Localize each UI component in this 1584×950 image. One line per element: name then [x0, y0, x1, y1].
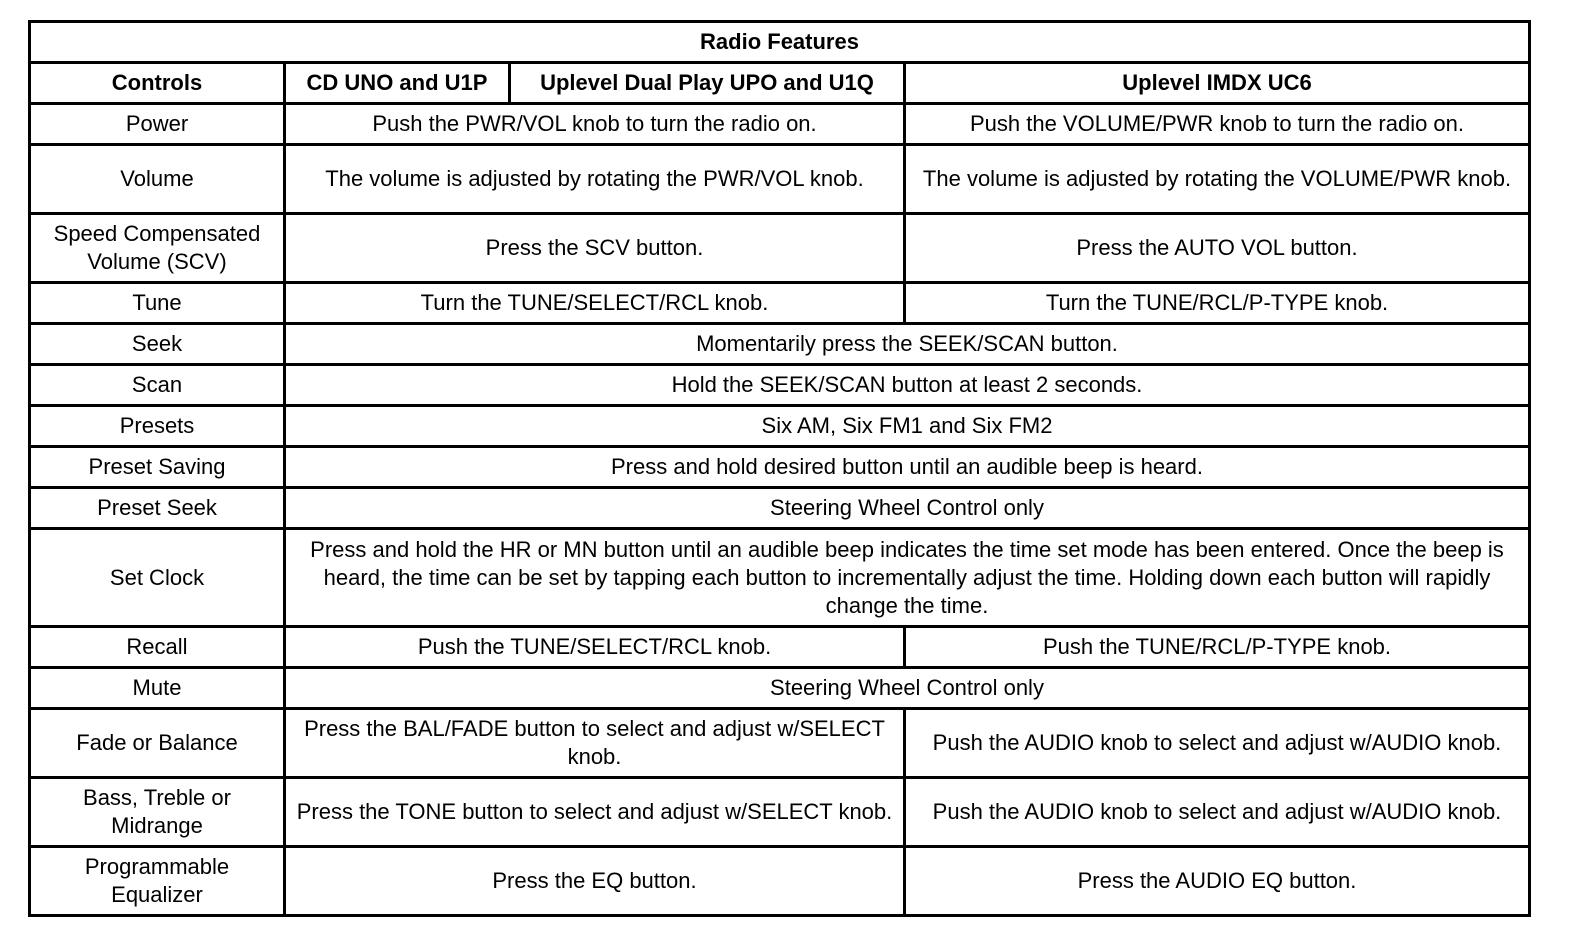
table-row	[30, 847, 1530, 916]
feature-cell: Press the BAL/FADE button to select and adjust w/SELECT knob.	[285, 709, 905, 778]
feature-cell: Steering Wheel Control only	[285, 488, 1530, 529]
feature-cell: Hold the SEEK/SCAN button at least 2 seconds.	[285, 365, 1530, 406]
radio-features-table	[28, 20, 1531, 917]
feature-cell: Push the AUDIO knob to select and adjust w/AUDIO knob.	[905, 778, 1530, 847]
header-cd-uno-u1p: CD UNO and U1P	[285, 63, 510, 104]
feature-cell: Press and hold the HR or MN button until an audible beep indicates the time set mode has been entered. Once the beep is heard, the time can be set by tapping each button to incrementally adjust the time. Holding down each button will rapidly change the time.	[285, 529, 1530, 627]
table-row	[30, 447, 1530, 488]
header-uplevel-imdx: Uplevel IMDX UC6	[905, 63, 1530, 104]
feature-cell: Six AM, Six FM1 and Six FM2	[285, 406, 1530, 447]
table-row	[30, 529, 1530, 627]
control-name: Bass, Treble or Midrange	[30, 778, 285, 847]
table-row	[30, 406, 1530, 447]
table-row	[30, 283, 1530, 324]
table-row	[30, 104, 1530, 145]
feature-cell: Press the TONE button to select and adjust w/SELECT knob.	[285, 778, 905, 847]
control-name: Seek	[30, 324, 285, 365]
control-name: Recall	[30, 627, 285, 668]
control-name: Power	[30, 104, 285, 145]
table-title: Radio Features	[30, 22, 1530, 63]
table-row	[30, 365, 1530, 406]
table-row	[30, 324, 1530, 365]
control-name: Programmable Equalizer	[30, 847, 285, 916]
feature-cell: Push the TUNE/RCL/P-TYPE knob.	[905, 627, 1530, 668]
feature-cell: Push the TUNE/SELECT/RCL knob.	[285, 627, 905, 668]
feature-cell: Momentarily press the SEEK/SCAN button.	[285, 324, 1530, 365]
control-name: Presets	[30, 406, 285, 447]
table-row	[30, 488, 1530, 529]
control-name: Set Clock	[30, 529, 285, 627]
control-name: Preset Seek	[30, 488, 285, 529]
feature-cell: Push the VOLUME/PWR knob to turn the radio on.	[905, 104, 1530, 145]
control-name: Speed Compensated Volume (SCV)	[30, 214, 285, 283]
feature-cell: Push the PWR/VOL knob to turn the radio on.	[285, 104, 905, 145]
feature-cell: The volume is adjusted by rotating the PWR/VOL knob.	[285, 145, 905, 214]
control-name: Mute	[30, 668, 285, 709]
table-row	[30, 627, 1530, 668]
feature-cell: Push the AUDIO knob to select and adjust w/AUDIO knob.	[905, 709, 1530, 778]
feature-cell: Press the AUTO VOL button.	[905, 214, 1530, 283]
table-row	[30, 778, 1530, 847]
feature-cell: Press and hold desired button until an audible beep is heard.	[285, 447, 1530, 488]
header-controls: Controls	[30, 63, 285, 104]
control-name: Fade or Balance	[30, 709, 285, 778]
feature-cell: Press the EQ button.	[285, 847, 905, 916]
feature-cell: Steering Wheel Control only	[285, 668, 1530, 709]
feature-cell: Turn the TUNE/RCL/P-TYPE knob.	[905, 283, 1530, 324]
feature-cell: The volume is adjusted by rotating the VOLUME/PWR knob.	[905, 145, 1530, 214]
control-name: Scan	[30, 365, 285, 406]
table-row	[30, 214, 1530, 283]
feature-cell: Press the SCV button.	[285, 214, 905, 283]
control-name: Volume	[30, 145, 285, 214]
feature-cell: Turn the TUNE/SELECT/RCL knob.	[285, 283, 905, 324]
control-name: Tune	[30, 283, 285, 324]
header-uplevel-dual-play: Uplevel Dual Play UPO and U1Q	[510, 63, 905, 104]
control-name: Preset Saving	[30, 447, 285, 488]
table-row	[30, 709, 1530, 778]
feature-cell: Press the AUDIO EQ button.	[905, 847, 1530, 916]
table-row	[30, 145, 1530, 214]
table-row	[30, 668, 1530, 709]
